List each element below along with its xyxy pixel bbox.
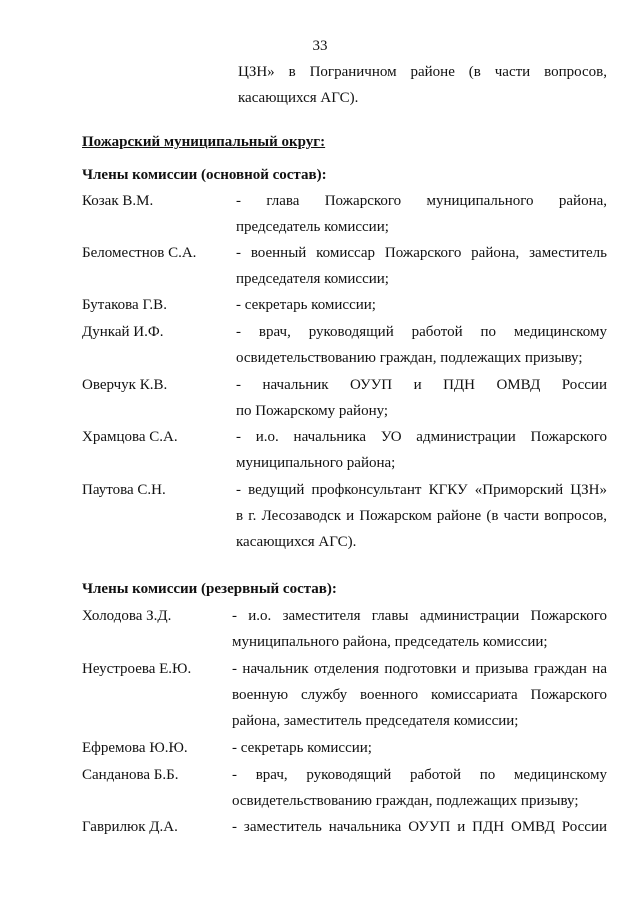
member-role-line: - военный комиссар Пожарского района, заместитель [236,245,607,261]
member-role-line: по Пожарскому району; [236,403,389,419]
member-role-line: председателя комиссии; [236,271,389,287]
member-name: Санданова Б.Б. [82,767,179,783]
member-name: Гаврилюк Д.А. [82,819,178,835]
member-role-line: - секретарь комиссии; [232,740,372,756]
continuation-line-2: касающихся АГС). [238,90,359,106]
member-role-line: касающихся АГС). [236,534,357,550]
member-role-line: - начальник отделения подготовки и призыва граждан на [232,661,607,677]
member-role-line: муниципального района, председатель комиссии; [232,634,548,650]
member-role-line: - и.о. заместителя главы администрации Пожарского [232,608,607,624]
member-name: Дункай И.Ф. [82,324,164,340]
member-role-line: - и.о. начальника УО администрации Пожарского [236,429,607,445]
member-name: Козак В.М. [82,193,154,209]
reserve-members-heading: Члены комиссии (резервный состав): [82,581,337,597]
member-role-line: района, заместитель председателя комиссии; [232,713,519,729]
member-role-line: председатель комиссии; [236,219,389,235]
member-name: Беломестнов С.А. [82,245,197,261]
member-role-line: военную службу военного комиссариата Пожарского [232,687,607,703]
member-role-line: - начальник ОУУП и ПДН ОМВД России [236,377,607,393]
member-role-line: - глава Пожарского муниципального района, [236,193,607,209]
member-name: Храмцова С.А. [82,429,178,445]
member-role-line: освидетельствованию граждан, подлежащих призыву; [232,793,579,809]
member-name: Бутакова Г.В. [82,297,167,313]
member-name: Ефремова Ю.Ю. [82,740,188,756]
member-name: Холодова З.Д. [82,608,172,624]
member-role-line: - секретарь комиссии; [236,297,376,313]
member-role-line: в г. Лесозаводск и Пожарском районе (в части вопросов, [236,508,607,524]
member-role-line: муниципального района; [236,455,396,471]
page-number: 33 [312,38,328,54]
main-members-heading: Члены комиссии (основной состав): [82,167,327,183]
district-heading: Пожарский муниципальный округ: [82,134,326,150]
member-role-line: - ведущий профконсультант КГКУ «Приморский ЦЗН» [236,482,607,498]
member-role-line: освидетельствованию граждан, подлежащих призыву; [236,350,583,366]
continuation-line-1: ЦЗН» в Пограничном районе (в части вопросов, [238,64,607,80]
member-name: Неустроева Е.Ю. [82,661,192,677]
member-role-line: - врач, руководящий работой по медицинскому [236,324,607,340]
member-role-line: - заместитель начальника ОУУП и ПДН ОМВД России [232,819,607,835]
member-role-line: - врач, руководящий работой по медицинскому [232,767,607,783]
member-name: Оверчук К.В. [82,377,168,393]
member-name: Паутова С.Н. [82,482,166,498]
